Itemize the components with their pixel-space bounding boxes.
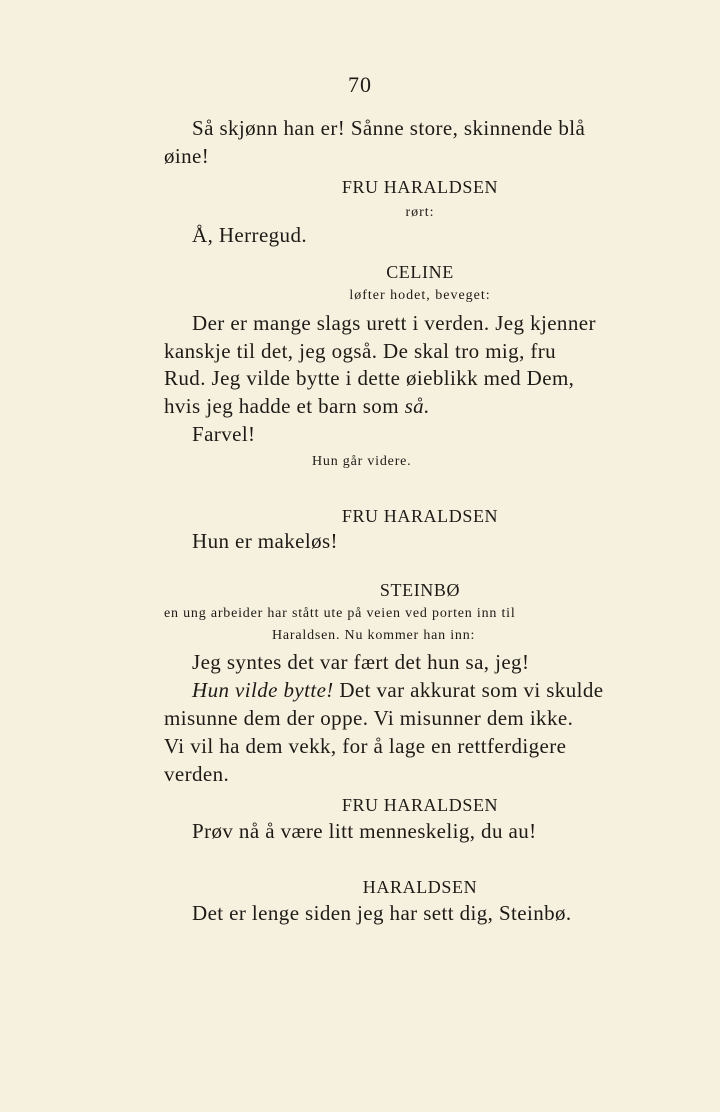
dialogue-text: kanskje til det, jeg også. De skal tro mig, fru [164, 339, 557, 363]
speaker-name: STEINBØ [379, 580, 461, 600]
dialogue-text: Vi vil ha dem vekk, for å lage en rettferdigere [164, 734, 567, 758]
dialogue-text: verden. [164, 762, 230, 786]
dialogue-text: hvis jeg hadde et barn som [164, 394, 399, 418]
dialogue-text: Farvel! [192, 422, 256, 446]
text-line [192, 116, 674, 141]
justified-line [192, 116, 674, 141]
emphasis-text: Hun vilde bytte! [192, 678, 334, 702]
dialogue-text: Rud. Jeg vilde bytte i dette øieblikk med Dem, [164, 366, 575, 390]
speaker-name: FRU HARALDSEN [341, 177, 499, 197]
dialogue-text: Hun er makeløs! [192, 529, 338, 553]
dialogue-text: Det var akkurat som vi skulde [339, 678, 604, 702]
text-line [192, 678, 603, 703]
text-line [164, 394, 430, 419]
stage-direction: løfter hodet, beveget: [349, 288, 491, 303]
stage-direction: en ung arbeider har stått ute på veien ved porten inn til [164, 606, 516, 621]
stage-direction: rørt: [405, 205, 435, 220]
emphasis-text: så. [404, 394, 430, 418]
dialogue-text: misunne dem der oppe. Vi misunner dem ikke. [164, 706, 574, 730]
dialogue-text: Så skjønn han er! Sånne store, skinnende blå [192, 116, 586, 140]
speaker-name: HARALDSEN [362, 877, 478, 897]
speaker-name: CELINE [386, 262, 454, 282]
stage-direction: Haraldsen. Nu kommer han inn: [272, 628, 476, 643]
dialogue-text: Jeg syntes det var fært det hun sa, jeg! [192, 650, 530, 674]
dialogue-text: øine! [164, 144, 210, 168]
dialogue-text: Det er lenge siden jeg har sett dig, Steinbø. [192, 901, 572, 925]
dialogue-text: Prøv nå å være litt menneskelig, du au! [192, 819, 537, 843]
stage-direction: Hun går videre. [312, 454, 412, 469]
dialogue-text: Å, Herregud. [192, 223, 308, 247]
speaker-name: FRU HARALDSEN [341, 795, 499, 815]
dialogue-text: Der er mange slags urett i verden. Jeg kjenner [192, 311, 596, 335]
page-number: 70 [348, 72, 372, 97]
speaker-name: FRU HARALDSEN [341, 506, 499, 526]
